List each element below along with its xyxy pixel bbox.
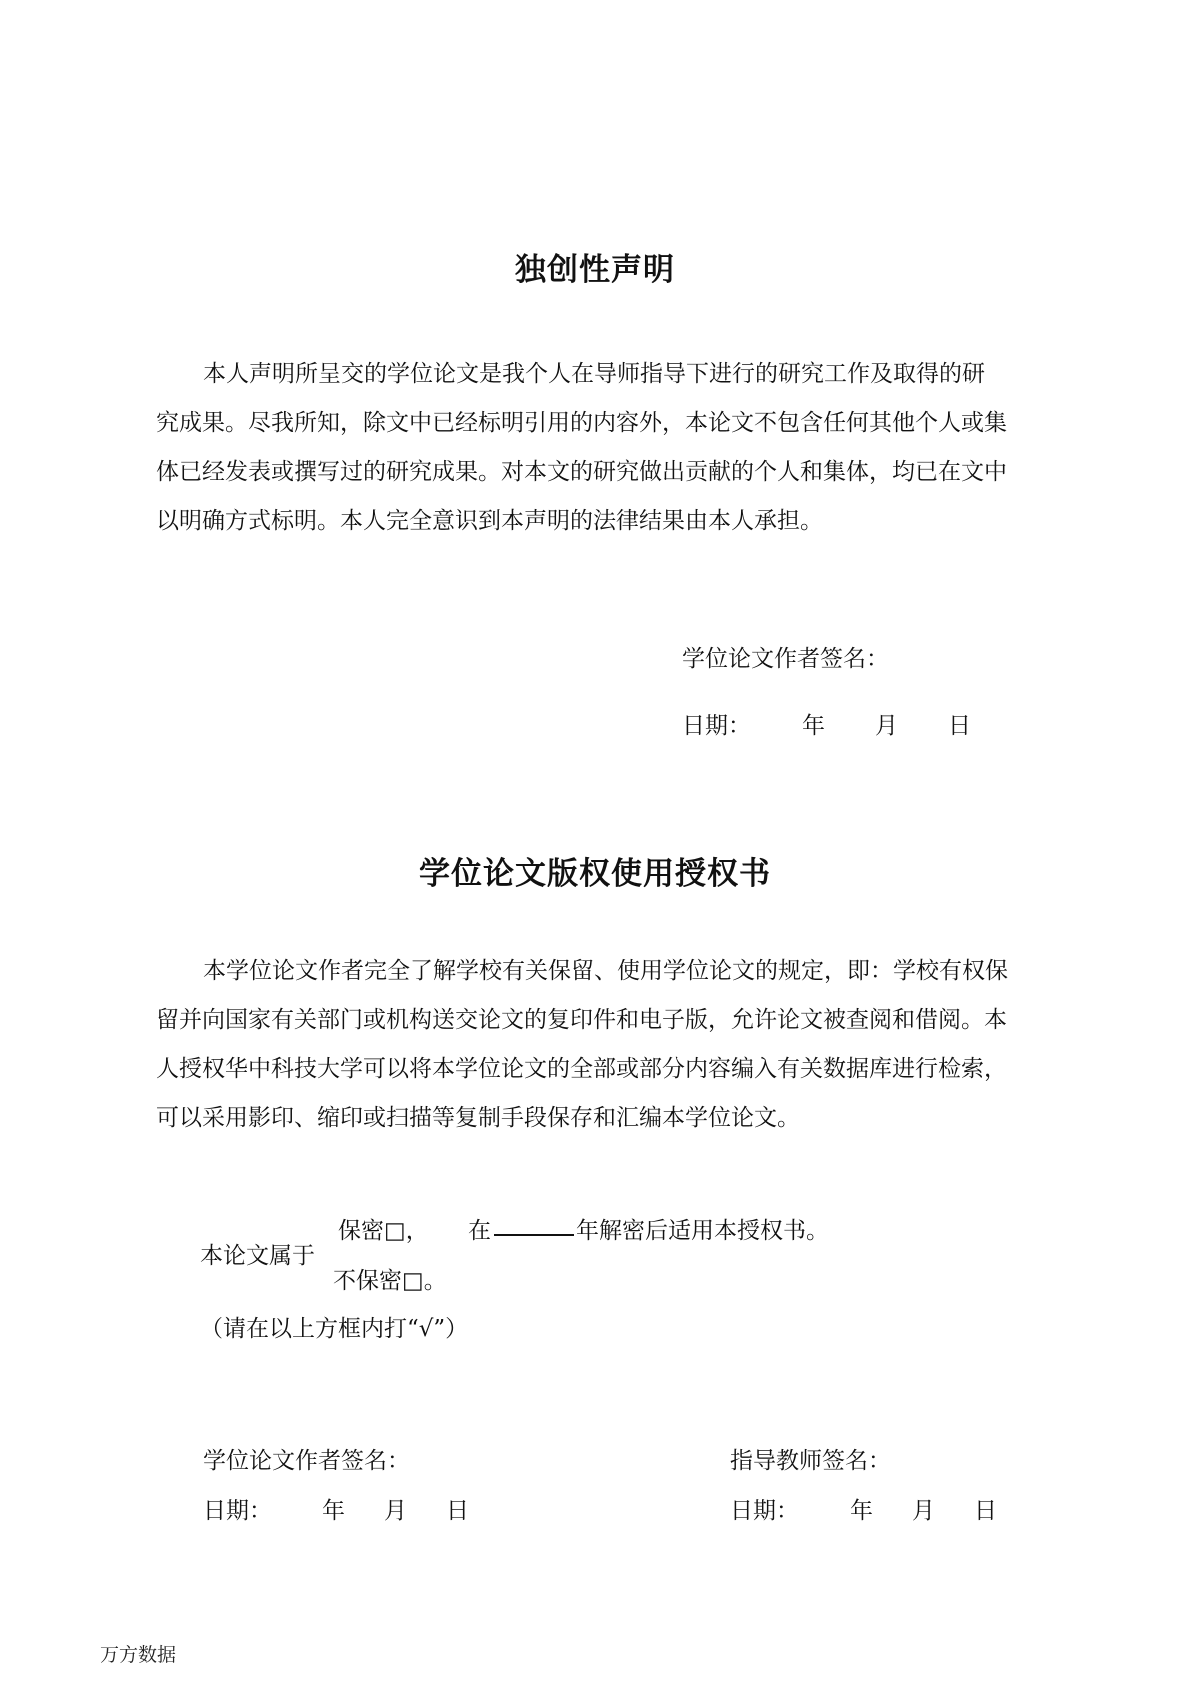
declaration-title: 独创性声明: [515, 252, 675, 288]
declaration-date-day: 日: [948, 713, 971, 739]
watermark-footer: 万方数据: [100, 1644, 177, 1666]
author-date-label: 日期：: [203, 1498, 272, 1524]
option-secret[interactable]: 保密□，: [338, 1218, 429, 1244]
decrypt-year-suffix: 年解密后适用本授权书。: [576, 1218, 829, 1244]
belongs-label: 本论文属于: [200, 1243, 315, 1269]
author-date-year: 年: [322, 1498, 345, 1524]
declaration-date-month: 月: [875, 713, 898, 739]
declaration-date-label: 日期：: [682, 713, 751, 739]
authorization-line-2: 留并向国家有关部门或机构送交论文的复印件和电子版，允许论文被查阅和借阅。本: [156, 1007, 1007, 1033]
author-signature-label: 学位论文作者签名：: [203, 1448, 410, 1474]
declaration-body: [156, 350, 1046, 546]
author-date-day: 日: [446, 1498, 469, 1524]
declaration-line-3: 体已经发表或撰写过的研究成果。对本文的研究做出贡献的个人和集体，均已在文中: [156, 459, 1007, 485]
declaration-line-2: 究成果。尽我所知，除文中已经标明引用的内容外，本论文不包含任何其他个人或集: [156, 410, 1007, 436]
decrypt-year-blank[interactable]: [494, 1214, 574, 1240]
advisor-date-label: 日期：: [730, 1498, 799, 1524]
authorization-line-1: 本学位论文作者完全了解学校有关保留、使用学位论文的规定，即：学校有权保: [203, 958, 1008, 984]
author-date-month: 月: [384, 1498, 407, 1524]
declaration-signature-label: 学位论文作者签名：: [682, 646, 889, 672]
declaration-line-4: 以明确方式标明。本人完全意识到本声明的法律结果由本人承担。: [156, 508, 823, 534]
advisor-signature-label: 指导教师签名：: [730, 1448, 891, 1474]
authorization-title: 学位论文版权使用授权书: [419, 856, 771, 892]
authorization-line-4: 可以采用影印、缩印或扫描等复制手段保存和汇编本学位论文。: [156, 1105, 800, 1131]
checkbox-instruction: （请在以上方框内打“√”）: [200, 1316, 469, 1342]
declaration-line-1: 本人声明所呈交的学位论文是我个人在导师指导下进行的研究工作及取得的研: [203, 361, 985, 387]
decrypt-in-label: 在: [468, 1218, 491, 1244]
authorization-body: [156, 947, 1046, 1143]
option-not-secret[interactable]: 不保密□。: [333, 1268, 447, 1294]
advisor-date-year: 年: [850, 1498, 873, 1524]
authorization-line-3: 人授权华中科技大学可以将本学位论文的全部或部分内容编入有关数据库进行检索，: [156, 1056, 1007, 1082]
advisor-date-month: 月: [912, 1498, 935, 1524]
declaration-date-year: 年: [802, 713, 825, 739]
advisor-date-day: 日: [974, 1498, 997, 1524]
